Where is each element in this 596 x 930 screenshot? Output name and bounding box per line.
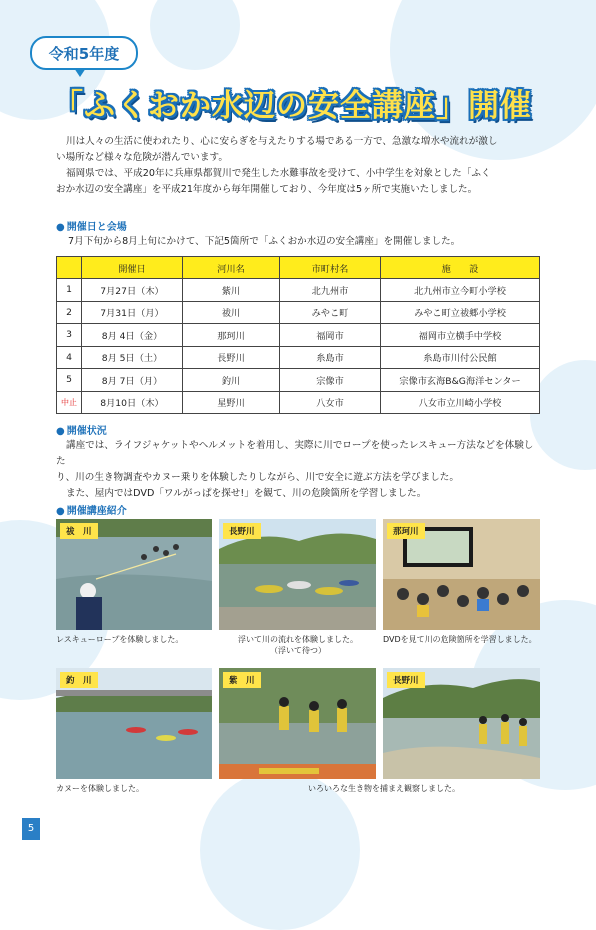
bullet-icon: ● [56,426,65,437]
venue-table [56,256,540,414]
river-tag: 祓 川 [60,523,98,539]
section-heading: ● 開催状況 [56,426,107,437]
table-row [57,391,540,414]
status-line: り、川の生き物調査やカヌー乗りを体験したりしながら、川で安全に遊ぶ方法を学びました。 [56,472,459,483]
bullet-icon: ● [56,506,65,517]
status-line: また、屋内ではDVD「ワルがっぱを探せ!」を観て、川の危険箇所を学習しました。 [66,488,427,499]
date-cell: 7月31日（月） [82,301,183,324]
city-cell: 北九州市 [280,279,381,302]
year-badge: 令和5年度 [30,36,138,70]
facility-cell: 北九州市立今町小学校 [381,279,540,302]
table-header-row [57,257,540,279]
river-cell: 長野川 [183,346,280,369]
city-cell: 宗像市 [280,369,381,392]
section-heading: ● 開催講座紹介 [56,506,127,517]
column-header: 河川名 [183,257,280,279]
intro-line: おか水辺の安全講座」を平成21年度から毎年開催しており、今年度は5ヶ所で実施いたしました。 [56,184,478,195]
column-header: 開催日 [82,257,183,279]
facility-cell: 八女市立川崎小学校 [381,391,540,414]
facility-cell: 福岡市立横手中学校 [381,324,540,347]
row-number: 4 [57,346,82,369]
table-row [57,324,540,347]
date-cell: 8月 5日（土） [82,346,183,369]
date-cell: 8月10日（木） [82,391,183,414]
caption-line: （浮いて待つ） [270,646,326,655]
city-cell: 八女市 [280,391,381,414]
photo-creatures [219,668,376,779]
city-cell: 糸島市 [280,346,381,369]
cancel-label: 中止 [57,391,82,414]
table-row [57,346,540,369]
intro-line: い場所など様々な危険が潜んでいます。 [56,152,228,163]
intro-line: 福岡県では、平成20年に兵庫県都賀川で発生した水難事故を受けて、小中学生を対象とした「ふく [66,168,491,179]
row-number: 1 [57,279,82,302]
photo-caption: カヌーを体験しました。 [56,784,144,793]
date-cell: 8月 4日（金） [82,324,183,347]
row-number: 3 [57,324,82,347]
river-cell: 那珂川 [183,324,280,347]
status-line: 講座では、ライフジャケットやヘルメットを着用し、実際に川でロープを使ったレスキュー方法などを体験した [56,440,534,467]
intro-paragraph [56,134,542,198]
photo-caption: DVDを見て川の危険箇所を学習しました。 [383,635,537,644]
river-cell: 星野川 [183,391,280,414]
facility-cell: みやこ町立祓郷小学校 [381,301,540,324]
photo-rescue-rope [56,519,212,630]
river-cell: 祓川 [183,301,280,324]
row-number: 2 [57,301,82,324]
photo-caption: レスキューロープを体験しました。 [56,635,184,644]
bullet-icon: ● [56,222,65,233]
photo-dvd-lesson [383,519,540,630]
photo-floating [219,519,376,630]
column-header: 施 設 [381,257,540,279]
table-row [57,369,540,392]
photo-caption [238,634,358,656]
bg-bubble [150,0,240,70]
date-cell: 7月27日（木） [82,279,183,302]
row-number: 5 [57,369,82,392]
facility-cell: 糸島市川付公民館 [381,346,540,369]
table-row [57,279,540,302]
photo-caption: いろいろな生き物を捕まえ観察しました。 [308,784,460,793]
page-number: 5 [22,818,40,840]
column-header: 市町村名 [280,257,381,279]
river-tag: 釣 川 [60,672,98,688]
river-tag: 長野川 [223,523,261,539]
caption-line: 浮いて川の流れを体験しました。 [238,635,358,644]
river-tag: 紫 川 [223,672,261,688]
photo-nagano-river [383,668,540,779]
river-cell: 釣川 [183,369,280,392]
photo-canoe [56,668,212,779]
intro-line: 川は人々の生活に使われたり、心に安らぎを与えたりする場である一方で、急激な増水や流れが激し [66,136,498,147]
date-cell: 8月 7日（月） [82,369,183,392]
section-heading: ● 開催日と会場 [56,222,127,233]
river-cell: 紫川 [183,279,280,302]
status-paragraph [56,438,542,502]
city-cell: 福岡市 [280,324,381,347]
city-cell: みやこ町 [280,301,381,324]
river-tag: 那珂川 [387,523,425,539]
column-header [57,257,82,279]
page-title: 「ふくおか水辺の安全講座」開催 [52,88,532,124]
section-text: 7月下旬から8月上旬にかけて、下記5箇所で「ふくおか水辺の安全講座」を開催しました。 [68,236,461,247]
table-row [57,301,540,324]
facility-cell: 宗像市玄海B&G海洋センター [381,369,540,392]
bg-bubble [200,770,360,930]
river-tag: 長野川 [387,672,425,688]
